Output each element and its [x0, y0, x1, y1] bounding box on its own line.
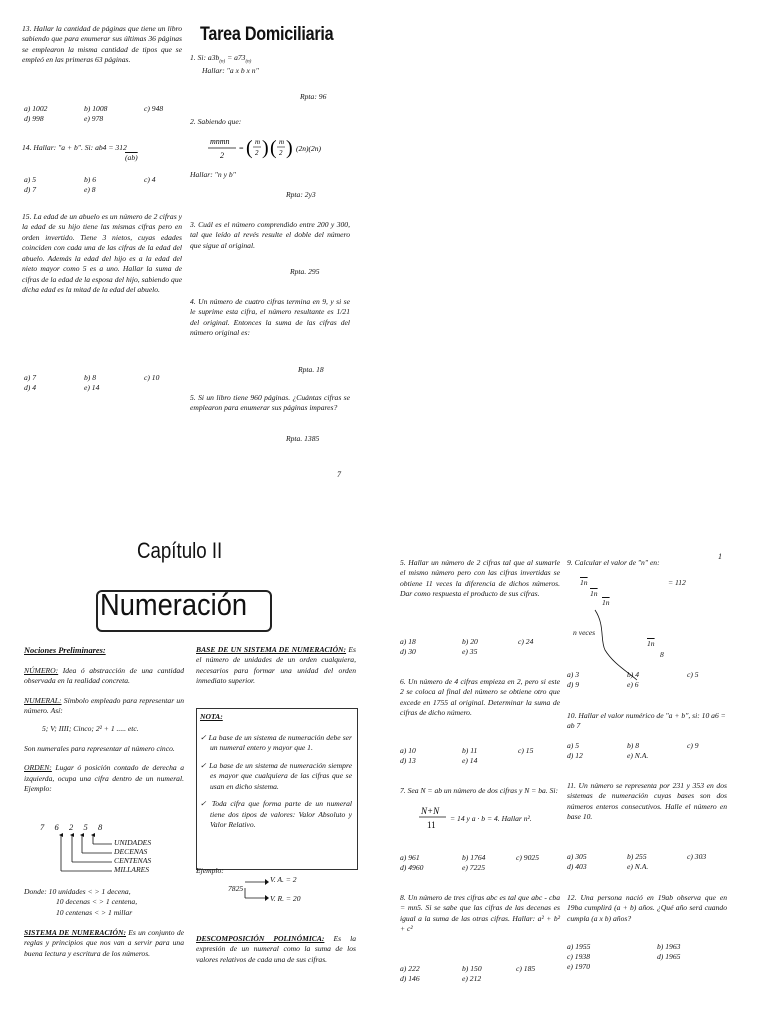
- svg-text:2: 2: [279, 149, 283, 157]
- option: a) 5: [24, 175, 37, 184]
- question-7: 7. Sea N = ab un número de dos cifras y N = ba. Si:: [400, 786, 559, 795]
- hw2-line1: 2. Sabiendo que:: [190, 117, 242, 126]
- hw3-answer: Rpta. 295: [290, 267, 320, 276]
- option: c) 303: [687, 852, 707, 861]
- option: b) 20: [462, 637, 478, 646]
- option: a) 10: [400, 746, 416, 755]
- chapter-title: Capítulo II: [137, 538, 223, 563]
- hw4-answer: Rpta. 18: [298, 365, 324, 374]
- note-item: ✓ La base de un sistema de numeración debe ser un numeral entero y mayor que 1.: [200, 733, 352, 753]
- option: e) 212: [462, 974, 482, 983]
- option: a) 18: [400, 637, 416, 646]
- option: b) 8: [627, 741, 640, 750]
- section-title: Numeración: [100, 587, 248, 622]
- nociones-heading: Nociones Preliminares:: [24, 646, 106, 655]
- problem-14: [22, 143, 182, 164]
- option: b) 1764: [462, 853, 486, 862]
- question-8: 8. Un número de tres cifras abc es tal que abc - cba = mn5. Si se sabe que las cifras de las decenas es igual a la suma de las otras cifras. Hallar: a² + b² + c²: [400, 893, 560, 934]
- option: b) 4: [627, 670, 640, 679]
- option: d) 30: [400, 647, 416, 656]
- hw5-answer: Rpta. 1385: [286, 434, 320, 443]
- option: a) 1955: [567, 942, 591, 951]
- homework-5: 5. Si un libro tiene 960 páginas. ¿Cuántas cifras se emplearon para enumerar sus páginas impares?: [190, 393, 350, 413]
- note-heading: NOTA:: [200, 712, 223, 721]
- page-number-bottom: 1: [718, 552, 722, 561]
- numerales-text: Son numerales para representar al número cinco.: [24, 743, 175, 753]
- svg-text:N+N: N+N: [421, 806, 440, 816]
- svg-text:(: (: [246, 137, 253, 159]
- ejemplo-number: 7825: [228, 884, 244, 893]
- hw2-line2: Hallar: "n y b": [190, 170, 236, 179]
- question-7-fraction: [418, 804, 448, 830]
- option: b) 8: [84, 373, 97, 382]
- option: c) 15: [518, 746, 534, 755]
- option: d) 4: [24, 383, 37, 392]
- svg-text:(2n)(2n): (2n)(2n): [296, 144, 321, 153]
- orden-digits: 7 6 2 5 8: [40, 822, 105, 832]
- option: b) 255: [627, 852, 647, 861]
- svg-text:): ): [286, 137, 293, 159]
- svg-text:m: m: [255, 138, 261, 146]
- hw2-formula: [206, 134, 366, 164]
- option: c) 9: [687, 741, 699, 750]
- q9-piece: 1n: [602, 598, 610, 607]
- option: a) 961: [400, 853, 420, 862]
- option: e) 14: [84, 383, 100, 392]
- q9-piece: 1n: [647, 639, 655, 648]
- option: a) 222: [400, 964, 420, 973]
- option: c) 1938: [567, 952, 590, 961]
- note-items: [200, 733, 352, 831]
- problem-14-sub: (ab): [125, 153, 138, 163]
- orden-arrows: [55, 832, 115, 882]
- option: d) 7: [24, 185, 37, 194]
- option: d) 12: [567, 751, 583, 760]
- option: b) 6: [84, 175, 97, 184]
- donde-block: Donde: 10 unidades < > 1 decena, 10 decenas < > 1 centena, 10 centenas < > 1 millar: [24, 887, 138, 917]
- question-6: 6. Un número de 4 cifras empieza en 2, pero si este 2 se coloca al final del número se obtiene otro que excede en 1755 al original. Determinar la suma de cifras de dicho número.: [400, 677, 560, 718]
- homework-title: Tarea Domiciliaria: [200, 24, 334, 45]
- option: e) N.A.: [627, 751, 649, 760]
- option: c) 4: [144, 175, 156, 184]
- hw2-answer: Rpta: 2y3: [286, 190, 316, 199]
- option: c) 10: [144, 373, 160, 382]
- option: e) 35: [462, 647, 478, 656]
- option: b) 1008: [84, 104, 108, 113]
- orden-labels: UNIDADES DECENAS CENTENAS MILLARES: [114, 838, 152, 874]
- q9-piece: 8: [660, 650, 664, 659]
- question-9: 9. Calcular el valor de "n" en:: [567, 558, 660, 567]
- numero-def: NÚMERO: Idea ó abstracción de una cantidad observada en la realidad concreta.: [24, 665, 184, 686]
- option: e) 8: [84, 185, 96, 194]
- base-column: BASE DE UN SISTEMA DE NUMERACIÓN: Es el número de unidades de un orden cualquiera, necesarios para formar una unidad del orden inmediato superior.: [196, 645, 356, 686]
- option: d) 13: [400, 756, 416, 765]
- option: d) 1965: [657, 952, 681, 961]
- hw1-line1: 1. Si: a3b: [190, 53, 220, 62]
- page-number: 7: [337, 470, 341, 479]
- option: a) 3: [567, 670, 580, 679]
- homework-4: 4. Un número de cuatro cifras termina en 9, y si se le suprime esta cifra, el número resultante es 1/21 del original. Entonces la suma de las cifras del número original es:: [190, 297, 350, 338]
- question-5: 5. Hallar un número de 2 cifras tal que al sumarle el mismo número pero con las cifras invertidas se obtiene 11 veces la diferencia de dichos números. Dar como respuesta el producto de sus cifras.: [400, 558, 560, 599]
- q9-piece: n veces: [573, 628, 596, 637]
- option: e) 7225: [462, 863, 485, 872]
- option: e) 1970: [567, 962, 590, 971]
- option: e) 978: [84, 114, 104, 123]
- valor-absoluto: V. A. = 2: [270, 875, 297, 884]
- formula-mnmn: mnmn: [210, 137, 230, 146]
- homework-3: 3. Cuál es el número comprendido entre 200 y 300, tal que leído al revés resulte el doble del número que sigue al original.: [190, 220, 350, 250]
- option: e) 14: [462, 756, 478, 765]
- option: d) 998: [24, 114, 44, 123]
- option: c) 185: [516, 964, 536, 973]
- hw1-line2: Hallar: "a x b x n": [202, 66, 259, 76]
- option: c) 948: [144, 104, 164, 113]
- note-item: ✓ La base de un sistema de numeración siempre es mayor que cualquiera de las cifras que se usan en dicho sistema.: [200, 760, 352, 791]
- option: d) 4960: [400, 863, 424, 872]
- question-7-rest: = 14 y a · b = 4. Hallar n².: [450, 814, 532, 823]
- homework-1: 1. Si: $a3b_{(n)} = a73_{(n)}$ Hallar: "a x b x n": [190, 53, 350, 77]
- svg-text:2: 2: [255, 149, 259, 157]
- nociones-column: [24, 645, 184, 795]
- svg-text:2: 2: [220, 151, 224, 160]
- option: a) 7: [24, 373, 37, 382]
- problem-15-text: 15. La edad de un abuelo es un número de 2 cifras y la edad de su hijo tiene las mismas cifras pero en orden invertido. Tiene 3 nietos, cuyas edades coinciden con cada una de las cifras de la edad del abuelo. Además la edad del hijo es a la edad del nieto mayor como 5 es a uno. Hallar la suma de cifras de la edad de la esposa del hijo, sabiendo que dicha edad es la mitad de la edad del abuelo.: [22, 212, 182, 295]
- q9-equals: = 112: [668, 578, 686, 587]
- option: a) 1002: [24, 104, 48, 113]
- problem-13: [22, 24, 182, 66]
- problem-15: [22, 212, 182, 296]
- option: a) 5: [567, 741, 580, 750]
- problem-13-text: 13. Hallar la cantidad de páginas que tiene un libro sabiendo que para enumerar sus últimas 36 páginas se emplearon la misma cantidad de tipos que se empleó en las primeras 63 páginas.: [22, 24, 182, 65]
- option: a) 305: [567, 852, 587, 861]
- question-10: 10. Hallar el valor numérico de "a + b", si: 10 a6 = ab 7: [567, 711, 726, 731]
- svg-text:m: m: [279, 138, 285, 146]
- q9-piece: 1n: [580, 578, 588, 587]
- note-item: ✓ Toda cifra que forma parte de un numeral tiene dos tipos de valores: Valor Absoluto y Valor Relativo.: [200, 799, 352, 830]
- orden-def: ORDEN: Lugar ó posición contado de derecha a izquierda, ocupa una cifra dentro de un numeral. Ejemplo:: [24, 763, 184, 794]
- option: c) 5: [687, 670, 699, 679]
- option: e) 6: [627, 680, 639, 689]
- option: d) 403: [567, 862, 587, 871]
- numeral-example: 5; V; IIII; Cinco; 2² + 1 ..... etc.: [42, 724, 139, 734]
- option: d) 146: [400, 974, 420, 983]
- option: c) 24: [518, 637, 534, 646]
- svg-text:11: 11: [427, 820, 436, 830]
- svg-text:): ): [262, 137, 269, 159]
- sistema-def: SISTEMA DE NUMERACIÓN: Es un conjunto de reglas y principios que nos van a servir para una buena lectura y escritura de los números.: [24, 928, 184, 958]
- numeral-def: NUMERAL: Símbolo empleado para representar un número. Así:: [24, 695, 184, 715]
- svg-text:=: =: [239, 144, 244, 153]
- homework-2: [190, 117, 360, 127]
- question-12: 12. Una persona nació en 19ab observa que en 19ba cumplirá (a + b) años. ¿Qué año será cuando cumpla (a x b) años?: [567, 893, 727, 923]
- option: e) N.A.: [627, 862, 649, 871]
- svg-text:(: (: [270, 137, 277, 159]
- descomposicion-def: DESCOMPOSICIÓN POLINÓMICA: Es la expresión de un numeral como la suma de los valores relativos de cada una de sus cifras.: [196, 934, 356, 964]
- valor-relativo: V. R. = 20: [270, 894, 301, 903]
- option: b) 1963: [657, 942, 681, 951]
- option: d) 9: [567, 680, 580, 689]
- option: b) 150: [462, 964, 482, 973]
- option: c) 9025: [516, 853, 539, 862]
- question-11: 11. Un número se representa por 231 y 353 en dos sistemas de numeración cuyas bases son dos números enteros consecutivos. Halle el número en base 10.: [567, 781, 727, 822]
- option: b) 11: [462, 746, 478, 755]
- ejemplo-label: Ejemplo:: [196, 866, 224, 875]
- problem-14-text: 14. Hallar: "a + b". Si: ab4 = 312: [22, 143, 127, 152]
- q9-piece: 1n: [590, 589, 598, 598]
- hw1-answer: Rpta: 96: [300, 92, 327, 101]
